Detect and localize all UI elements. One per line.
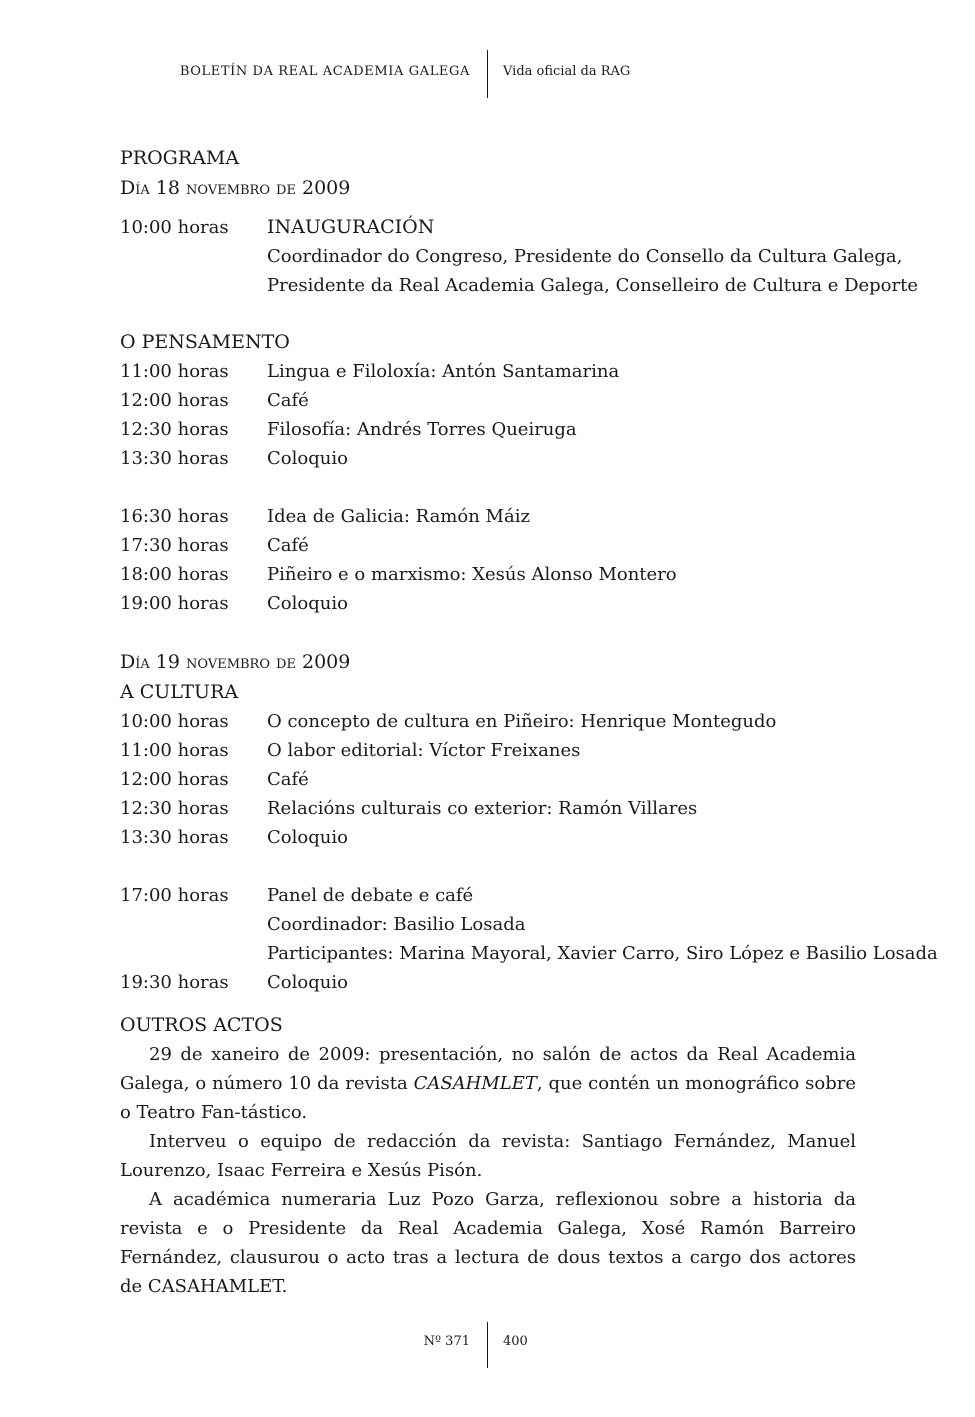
other-acts-paragraph-3: A académica numeraria Luz Pozo Garza, reflexionou sobre a historia da revista e o Presidente da Real Academia Galega, Xosé Ramón Barreiro Fernández, clausurou o acto tras a lectura de dous textos a cargo dos actores de CASAHAMLET.: [120, 1189, 856, 1297]
schedule-row: [120, 531, 856, 560]
event-date: 29 de xaneiro de 2009:: [149, 1044, 371, 1065]
panel-time: 17:00 horas: [120, 885, 229, 906]
panel-participants: Participantes: Marina Mayoral, Xavier Carro, Siro López e Basilio Losada: [267, 943, 938, 964]
schedule-time: 18:00 horas: [120, 564, 229, 585]
schedule-row: [120, 415, 856, 444]
schedule-row: [120, 823, 856, 852]
schedule-row: [120, 589, 856, 618]
opening-line-2: Presidente da Real Academia Galega, Conselleiro de Cultura e Deporte: [267, 275, 918, 296]
schedule-row: [120, 357, 856, 386]
closing-row: [120, 968, 856, 997]
section-pensamento: O PENSAMENTO: [120, 331, 290, 353]
programme-title: PROGRAMA: [120, 147, 240, 169]
schedule-desc: Coloquio: [267, 448, 348, 469]
section-name: Vida oficial da RAG: [503, 64, 631, 79]
event-text: presentación, no salón de actos da Real Academia Galega, o número 10 da revista: [120, 1044, 856, 1094]
schedule-desc: Filosofía: Andrés Torres Queiruga: [267, 419, 577, 440]
other-acts-paragraph-2: Interveu o equipo de redacción da revista: Santiago Fernández, Manuel Lourenzo, Isaac Ferreira e Xesús Pisón.: [120, 1131, 856, 1181]
schedule-row: [120, 794, 856, 823]
panel-title: Panel de debate e café: [267, 885, 474, 906]
magazine-name: CASAHMLET: [413, 1073, 537, 1094]
schedule-time: 19:00 horas: [120, 593, 229, 614]
schedule-desc: O concepto de cultura en Piñeiro: Henrique Montegudo: [267, 711, 777, 732]
running-footer: [0, 1322, 975, 1368]
opening-time: 10:00 horas: [120, 217, 229, 238]
schedule-time: 12:00 horas: [120, 769, 229, 790]
issue-number: Nº 371: [423, 1334, 470, 1349]
schedule-row: [120, 560, 856, 589]
schedule-time: 13:30 horas: [120, 448, 229, 469]
day1-label: Día 18 novembro de 2009: [120, 177, 351, 199]
schedule-time: 11:00 horas: [120, 361, 229, 382]
schedule-time: 12:00 horas: [120, 390, 229, 411]
schedule-desc: Café: [267, 769, 309, 790]
journal-title: BOLETÍN DA REAL ACADEMIA GALEGA: [179, 64, 470, 79]
panel-coordinator: Coordinador: Basilio Losada: [267, 914, 526, 935]
event-text-tail: , que contén un monográfico sobre o Teatro Fan-tástico.: [120, 1073, 856, 1123]
schedule-desc: Idea de Galicia: Ramón Máiz: [267, 506, 530, 527]
schedule-row: [120, 502, 856, 531]
schedule-row: [120, 444, 856, 473]
schedule-desc: Relacións culturais co exterior: Ramón Villares: [267, 798, 698, 819]
header-divider: [487, 50, 488, 98]
other-acts-title: OUTROS ACTOS: [120, 1014, 283, 1036]
schedule-time: 12:30 horas: [120, 798, 229, 819]
section-cultura: A CULTURA: [120, 681, 239, 703]
schedule-row: [120, 765, 856, 794]
opening-detail-row-2: [120, 271, 918, 300]
schedule-desc: Café: [267, 535, 309, 556]
schedule-row: [120, 736, 856, 765]
closing-time: 19:30 horas: [120, 972, 229, 993]
schedule-desc: Coloquio: [267, 827, 348, 848]
day2-label: Día 19 novembro de 2009: [120, 651, 351, 673]
schedule-desc: Coloquio: [267, 593, 348, 614]
schedule-time: 10:00 horas: [120, 711, 229, 732]
panel-participants-row: [120, 939, 938, 968]
footer-divider: [487, 1322, 488, 1368]
page-number: 400: [503, 1334, 528, 1349]
opening-line-1: Coordinador do Congreso, Presidente do Consello da Cultura Galega,: [267, 246, 903, 267]
running-header: [0, 50, 975, 100]
schedule-time: 16:30 horas: [120, 506, 229, 527]
schedule-row: [120, 707, 856, 736]
opening-row: [120, 213, 856, 242]
other-acts-paragraph-1: [120, 1040, 856, 1127]
page-body: [120, 143, 938, 1301]
schedule-desc: Café: [267, 390, 309, 411]
schedule-row: [120, 386, 856, 415]
closing-desc: Coloquio: [267, 972, 348, 993]
schedule-desc: Piñeiro e o marxismo: Xesús Alonso Montero: [267, 564, 677, 585]
schedule-time: 13:30 horas: [120, 827, 229, 848]
schedule-time: 12:30 horas: [120, 419, 229, 440]
schedule-desc: O labor editorial: Víctor Freixanes: [267, 740, 581, 761]
opening-title: INAUGURACIÓN: [267, 216, 435, 238]
schedule-desc: Lingua e Filoloxía: Antón Santamarina: [267, 361, 620, 382]
panel-coordinator-row: [120, 910, 856, 939]
opening-detail-row-1: [120, 242, 903, 271]
schedule-time: 11:00 horas: [120, 740, 229, 761]
panel-row: [120, 881, 856, 910]
schedule-time: 17:30 horas: [120, 535, 229, 556]
